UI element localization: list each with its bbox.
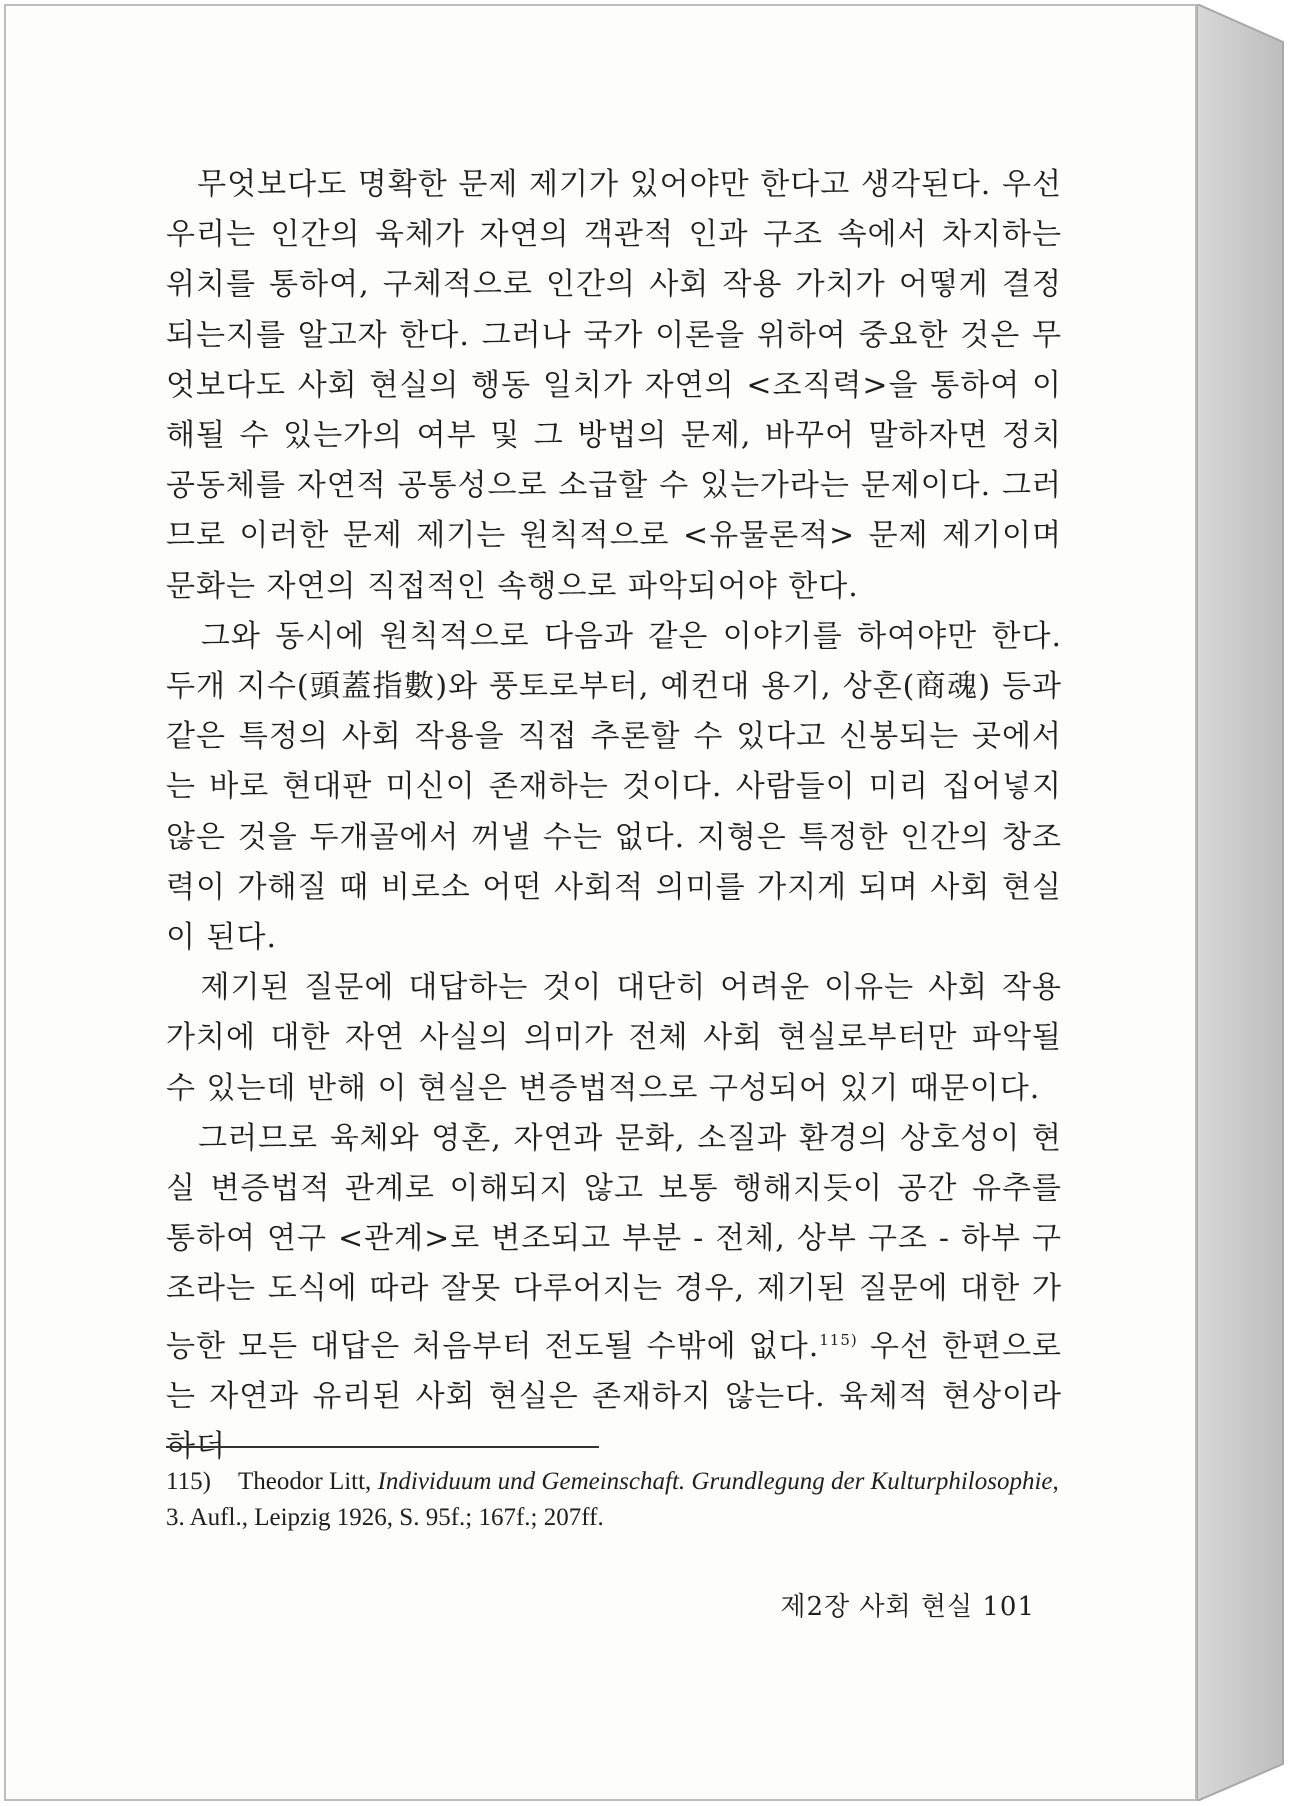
footnote (166, 1464, 1062, 1536)
footnote-title: Individuum und Gemeinschaft. Grundlegung der Kulturphilosophie (377, 1468, 1053, 1495)
footnote-number: 115) (166, 1468, 211, 1495)
page-footer: 제2장 사회 현실 101 (780, 1592, 1035, 1622)
footnote-citation: , 3. Aufl., Leipzig 1926, S. 95f.; 167f.; 207ff. (166, 1468, 1059, 1531)
paragraph-2: 그와 동시에 원칙적으로 다음과 같은 이야기를 하여야만 한다. 두개 지수(頭蓋指數)와 풍토로부터, 예컨대 용기, 상혼(商魂) 등과 같은 특정의 사회 작용을 직접 추론할 수 있다고 신봉되는 곳에서는 바로 현대판 미신이 존재하는 것이다. 사람들이 미리 집어넣지 않은 것을 두개골에서 꺼낼 수는 없다. 지형은 특정한 인간의 창조력이 가해질 때 비로소 어떤 사회적 의미를 가지게 되며 사회 현실이 된다. (166, 618, 1062, 956)
paragraph-4: 그러므로 육체와 영혼, 자연과 문화, 소질과 환경의 상호성이 현실 변증법적 관계로 이해되지 않고 보통 행해지듯이 공간 유추를 통하여 연구 <관계>로 변조되고 부분 - 전체, 상부 구조 - 하부 구조라는 도식에 따라 잘못 다루어지는 경우, 제기된 질문에 대한 가능한 모든 대답은 처음부터 전도될 수밖에 없다.$^{115)}$ 우선 한편으로는 자연과 유리된 사회 현실은 존재하지 않는다. 육체적 현상이라 하더 (166, 1120, 1062, 1465)
book-edge (1197, 4, 1287, 1801)
footnote-divider (166, 1446, 599, 1448)
footnote-marker: 115) (819, 1330, 858, 1349)
paragraph-3: 제기된 질문에 대답하는 것이 대단히 어려운 이유는 사회 작용 가치에 대한 자연 사실의 의미가 전체 사회 현실로부터만 파악될 수 있는데 반해 이 현실은 변증법적으로 구성되어 있기 때문이다. (166, 970, 1062, 1106)
paragraph-1: 무엇보다도 명확한 문제 제기가 있어야만 한다고 생각된다. 우선 우리는 인간의 육체가 자연의 객관적 인과 구조 속에서 차지하는 위치를 통하여, 구체적으로 인간의 사회 작용 가치가 어떻게 결정되는지를 알고자 한다. 그러나 국가 이론을 위하여 중요한 것은 무엇보다도 사회 현실의 행동 일치가 자연의 <조직력>을 통하여 이해될 수 있는가의 여부 및 그 방법의 문제, 바꾸어 말하자면 정치 공동체를 자연적 공통성으로 소급할 수 있는가라는 문제이다. 그러므로 이러한 문제 제기는 원칙적으로 <유물론적> 문제 제기이며 문화는 자연의 직접적인 속행으로 파악되어야 한다. (166, 167, 1062, 604)
footnote-author: Theodor Litt, (238, 1468, 372, 1495)
body-text (166, 160, 1062, 1472)
